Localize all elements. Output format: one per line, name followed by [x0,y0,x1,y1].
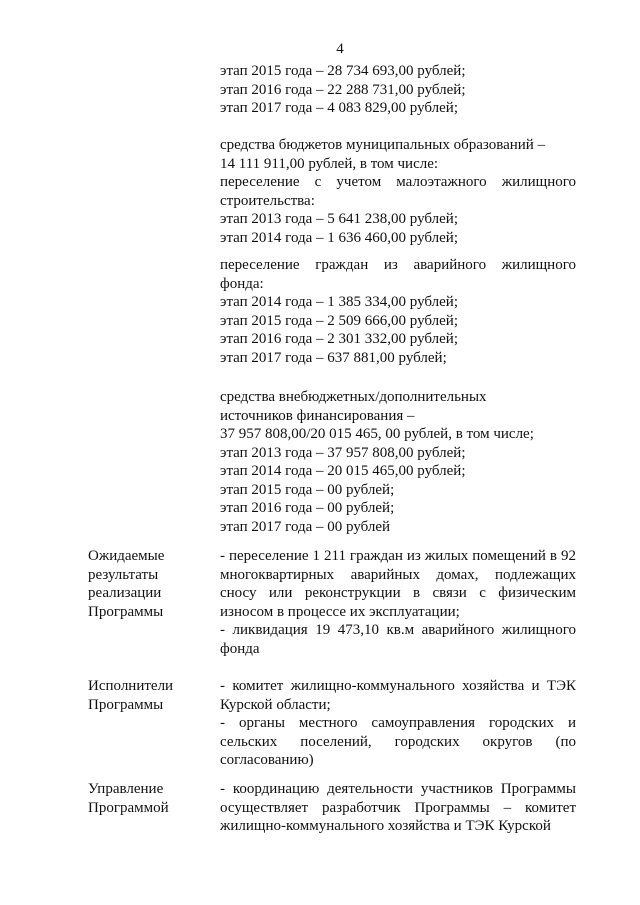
emergency-relocation-block [220,256,576,367]
extrabudget-header-line: источников финансирования – [220,407,415,424]
expected-results-label [88,547,208,621]
stage-line: этап 2014 года – 20 015 465,00 рублей; [220,463,466,479]
stage-line: этап 2017 года – 637 881,00 рублей; [220,349,447,366]
emergency-header-line: фонда: [220,275,264,292]
municipal-header-line: средства бюджетов муниципальных образований – [220,137,546,153]
stage-line: этап 2016 года – 00 рублей; [220,500,395,516]
label-line: результаты [88,566,159,583]
stage-line: этап 2017 года – 00 рублей [220,518,391,535]
label-line: реализации [88,585,162,601]
stage-line: этап 2015 года – 00 рублей; [220,481,395,498]
stage-line: этап 2014 года – 1 385 334,00 рублей; [220,294,459,310]
emergency-header-line: переселение граждан из аварийного жилищного [220,257,576,273]
executor-item: - органы местного самоуправления городских и сельских поселений, городских округов (по согласованию) [220,715,576,768]
label-line: Ожидаемые [88,548,165,564]
regional-budget-stages [220,62,576,118]
executor-item: - комитет жилищно-коммунального хозяйства и ТЭК Курской области; [220,678,576,713]
label-line: Программы [88,603,164,620]
extrabudget-header-line: средства внебюджетных/дополнительных [220,389,487,405]
expected-results-content [220,547,576,658]
stage-line: этап 2017 года – 4 083 829,00 рублей; [220,100,459,116]
stage-line: этап 2015 года – 2 509 666,00 рублей; [220,312,459,329]
label-line: Исполнители [88,678,174,694]
management-label [88,780,208,817]
stage-line: этап 2015 года – 28 734 693,00 рублей; [220,63,466,79]
label-line: Программы [88,696,164,713]
stage-line: этап 2016 года – 2 301 332,00 рублей; [220,331,459,347]
executors-content [220,677,576,770]
municipal-header-line: 14 111 911,00 рублей, в том числе: [220,155,439,172]
result-item: - ликвидация 19 473,10 кв.м аварийного жилищного фонда [220,622,576,657]
municipal-header-line: переселение с учетом малоэтажного жилищного [220,174,576,190]
page-number: 4 [336,41,344,57]
stage-line: этап 2013 года – 5 641 238,00 рублей; [220,211,459,227]
stage-line: этап 2016 года – 22 288 731,00 рублей; [220,81,466,98]
executors-label [88,677,208,714]
extrabudget-header-line: 37 957 808,00/20 015 465, 00 рублей, в том числе; [220,426,534,442]
stage-line: этап 2014 года – 1 636 460,00 рублей; [220,229,459,246]
stage-line: этап 2013 года – 37 957 808,00 рублей; [220,444,466,461]
municipal-header-line: строительства: [220,192,315,209]
municipal-budget-block [220,136,576,247]
extrabudget-block [220,388,576,536]
management-item: - координацию деятельности участников Программы осуществляет разработчик Программы – комитет жилищно-коммунального хозяйства и ТЭК Курской [220,781,576,834]
management-content [220,780,576,836]
result-item: - переселение 1 211 граждан из жилых помещений в 92 многоквартирных аварийных домах, подлежащих сносу или реконструкции в связи с физическим износом в процессе их эксплуатации; [220,548,576,620]
label-line: Управление [88,781,164,797]
label-line: Программой [88,799,169,816]
